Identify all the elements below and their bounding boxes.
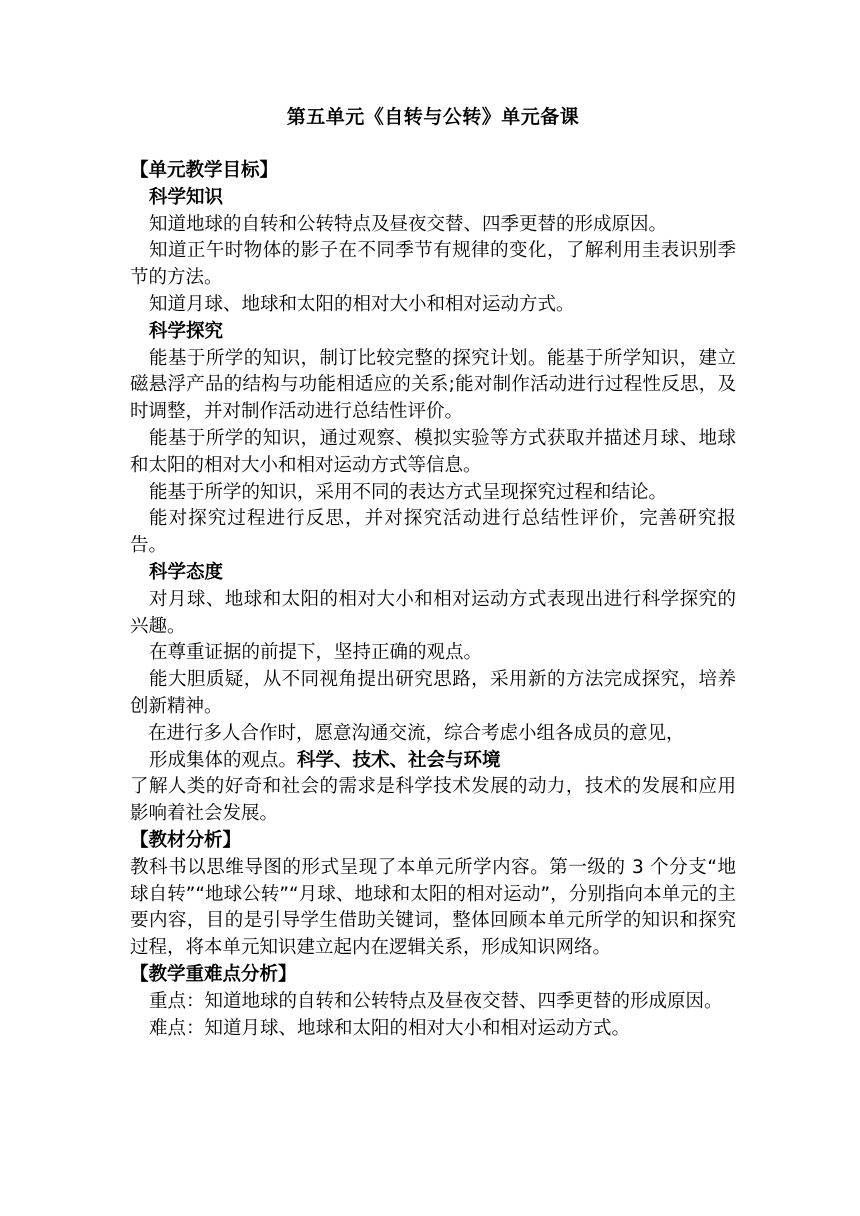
document-title: 第五单元《自转与公转》单元备课: [286, 106, 580, 128]
paragraph-difficult-point: 难点：知道月球、地球和太阳的相对大小和相对运动方式。: [149, 1017, 631, 1039]
paragraph: 能基于所学的知识，采用不同的表达方式呈现探究过程和结论。: [149, 481, 668, 503]
paragraph-key-point: 重点：知道地球的自转和公转特点及昼夜交替、四季更替的形成原因。: [149, 990, 723, 1012]
section-heading-goals: 【单元教学目标】: [130, 160, 279, 181]
paragraph: 知道正午时物体的影子在不同季节有规律的变化，了解利用圭表识别季节的方法。: [130, 240, 736, 289]
paragraph: 了解人类的好奇和社会的需求是科学技术发展的动力，技术的发展和应用影响着社会发展。: [130, 776, 736, 825]
section-heading-analysis: 【教材分析】: [130, 829, 242, 851]
paragraph: [130, 721, 736, 748]
document-page: [130, 100, 736, 1042]
subheading-attitude: 科学态度: [149, 561, 224, 583]
paragraph: [130, 748, 736, 775]
paragraph: 能基于所学的知识，制订比较完整的探究计划。能基于所学知识，建立磁悬浮产品的结构与功能相适应的关系;能对制作活动进行过程性反思，及时调整，并对制作活动进行总结性评价。: [130, 347, 736, 423]
subheading-knowledge: 科学知识: [149, 186, 224, 208]
subheading-inquiry: 科学探究: [149, 320, 224, 342]
paragraph-line: 在进行多人合作时，愿意沟通交流，综合考虑小组各成员的意见，: [148, 722, 685, 744]
section-heading-keypoints: 【教学重难点分析】: [130, 963, 297, 985]
subheading-sts: 科学、技术、社会与环境: [297, 749, 501, 771]
paragraph: 对月球、地球和太阳的相对大小和相对运动方式表现出进行科学探究的兴趣。: [130, 588, 736, 637]
paragraph: 能对探究过程进行反思，并对探究活动进行总结性评价，完善研究报告。: [130, 508, 736, 557]
paragraph: 能基于所学的知识，通过观察、模拟实验等方式获取并描述月球、地球和太阳的相对大小和相对运动方式等信息。: [130, 427, 736, 476]
paragraph: 在尊重证据的前提下，坚持正确的观点。: [149, 642, 483, 664]
paragraph: 知道地球的自转和公转特点及昼夜交替、四季更替的形成原因。: [149, 213, 668, 235]
paragraph-line: 形成集体的观点。: [149, 749, 298, 771]
paragraph: 能大胆质疑，从不同视角提出研究思路，采用新的方法完成探究，培养创新精神。: [130, 669, 736, 717]
paragraph: 教科书以思维导图的形式呈现了本单元所学内容。第一级的 3 个分支“地球自转”“地球公转”“月球、地球和太阳的相对运动”，分别指向本单元的主要内容，目的是引导学生借助关键词，整体回顾本单元所学的知识和探究过程，将本单元知识建立起内在逻辑关系，形成知识网络。: [130, 856, 736, 959]
paragraph: 知道月球、地球和太阳的相对大小和相对运动方式。: [149, 293, 575, 315]
